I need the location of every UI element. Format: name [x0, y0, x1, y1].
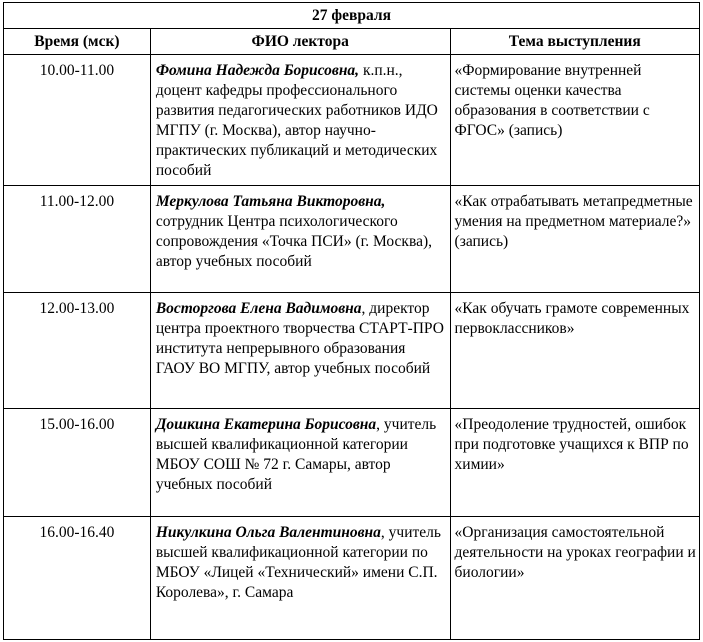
time-cell: 15.00-16.00 [4, 409, 151, 517]
topic-cell: «Организация самостоятельной деятельности на уроках географии и биологии» [450, 517, 699, 640]
date-row [4, 3, 700, 29]
lecturer-name: Никулкина Ольга Валентиновна [155, 524, 381, 541]
time-cell: 12.00-13.00 [4, 293, 151, 409]
lecturer-details: к.п.н., доцент кафедры профессионального развития педагогических работников ИДО МГПУ (г. Москва), автор научно-практических публикаций и методических пособий [155, 62, 438, 179]
table-row [4, 409, 700, 517]
table-row [4, 517, 700, 640]
topic-cell: «Формирование внутренней системы оценки качества образования в соответствии с ФГОС» (запись) [450, 55, 699, 186]
date-header: 27 февраля [4, 3, 700, 29]
lecturer-cell [150, 517, 450, 640]
time-cell: 11.00-12.00 [4, 186, 151, 293]
header-row [4, 29, 700, 55]
lecturer-name: Дошкина Екатерина Борисовна [155, 416, 377, 433]
table-row [4, 293, 700, 409]
topic-cell: «Как отрабатывать метапредметные умения на предметном материале?» (запись) [450, 186, 699, 293]
lecturer-name: Восторгова Елена Вадимовна [155, 300, 362, 317]
table-row [4, 55, 700, 186]
lecturer-name: Меркулова Татьяна Викторовна, [155, 193, 386, 210]
lecturer-cell [150, 55, 450, 186]
topic-column-header: Тема выступления [450, 29, 699, 55]
lecturer-name: Фомина Надежда Борисовна, [155, 62, 360, 79]
lecturer-details: , учитель высшей квалификационной категории по МБОУ «Лицей «Технический» имени С.П. Королева», г. Самара [155, 524, 441, 601]
table-row [4, 186, 700, 293]
lecturer-cell [150, 409, 450, 517]
lecturer-details: , учитель высшей квалификационной категории МБОУ СОШ № 72 г. Самары, автор учебных пособий [155, 416, 437, 493]
lecturer-details: сотрудник Центра психологического сопровождения «Точка ПСИ» (г. Москва), автор учебных пособий [155, 213, 432, 270]
time-cell: 16.00-16.40 [4, 517, 151, 640]
time-cell: 10.00-11.00 [4, 55, 151, 186]
topic-cell: «Как обучать грамоте современных первоклассников» [450, 293, 699, 409]
lecturer-cell [150, 293, 450, 409]
lecturer-cell [150, 186, 450, 293]
lecturer-column-header: ФИО лектора [150, 29, 450, 55]
schedule-table [3, 2, 700, 640]
lecturer-details: , директор центра проектного творчества СТАРТ-ПРО института непрерывного образования ГАОУ ВО МГПУ, автор учебных пособий [155, 300, 444, 377]
topic-cell: «Преодоление трудностей, ошибок при подготовке учащихся к ВПР по химии» [450, 409, 699, 517]
time-column-header: Время (мск) [4, 29, 151, 55]
